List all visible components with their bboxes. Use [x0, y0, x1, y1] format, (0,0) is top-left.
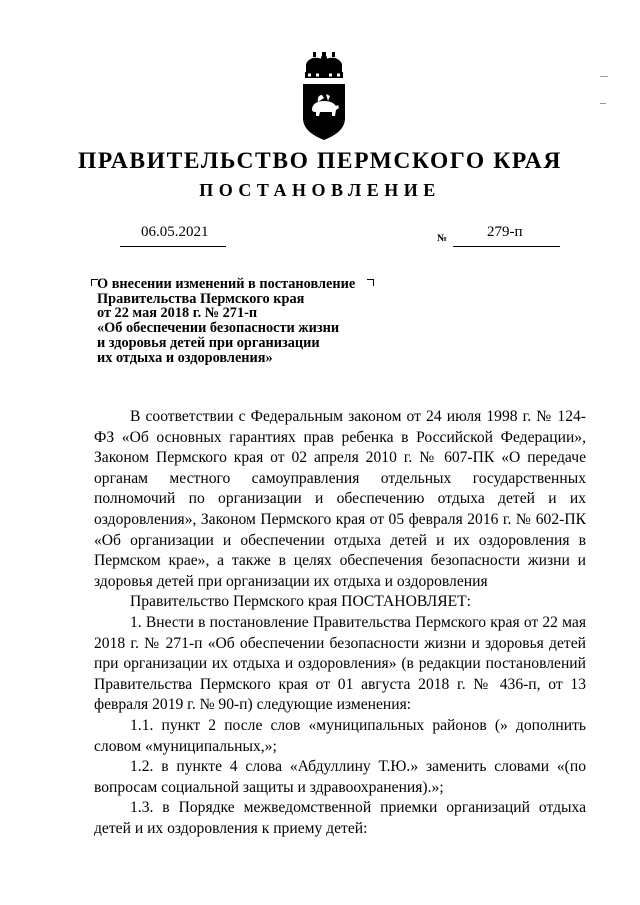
number-sign: № — [437, 233, 448, 244]
government-title: ПРАВИТЕЛЬСТВО ПЕРМСКОГО КРАЯ — [78, 148, 562, 174]
date-field — [120, 224, 226, 247]
document-number: 279-п — [487, 224, 523, 240]
subject-line: Правительства Пермского края — [97, 290, 305, 307]
subject-line: «Об обеспечении безопасности жизни — [97, 320, 340, 337]
paragraph-resolves: Правительство Пермского края ПОСТАНОВЛЯЕТ: — [130, 593, 471, 611]
subject-line: и здоровья детей при организации — [97, 334, 320, 351]
paragraph-item-1-3: 1.3. в Порядке межведомственной приемки организаций отдыха детей и их оздоровления к приему детей: — [94, 799, 586, 837]
scan-mark — [600, 76, 608, 77]
number-field — [453, 224, 560, 247]
subject-line: их отдыха и оздоровления» — [97, 349, 273, 366]
subject-line: О внесении изменений в постановление — [97, 276, 356, 292]
document-subject — [97, 277, 387, 365]
coat-of-arms-icon — [300, 52, 348, 140]
paragraph-item-1: 1. Внести в постановление Правительства Пермского края от 22 мая 2018 г. № 271-п «Об обеспечении безопасности жизни и здоровья детей при организации их отдыха и оздоровления» (в редакции постановлений Правительства Пермского края от 01 августа 2018 г. № 436-п, от 13 февраля 2019 г. № 90-п) следующие изменения: — [94, 613, 586, 714]
paragraph-preamble: В соответствии с Федеральным законом от 24 июля 1998 г. № 124-ФЗ «Об основных гарантиях прав ребенка в Российской Федерации», Законом Пермского края от 02 апреля 2010 г. № 607-ПК «О передаче органам местного самоуправления отдельных государственных полномочий по организации и обеспечению отдыха детей и их оздоровления», Законом Пермского края от 05 февраля 2016 г. № 602-ПК «Об организации и обеспечении отдыха детей и их оздоровления в Пермском крае», а также в целях обеспечения безопасности жизни и здоровья детей при организации их отдыха и оздоровления — [94, 408, 586, 590]
paragraph-item-1-2: 1.2. в пункте 4 слова «Абдуллину Т.Ю.» заменить словами «(по вопросам социальной защиты и здравоохранения).»; — [94, 758, 586, 796]
paragraph-item-1-1: 1.1. пункт 2 после слов «муниципальных районов (» дополнить словом «муниципальных,»; — [94, 716, 586, 755]
subject-line: от 22 мая 2018 г. № 271-п — [97, 305, 258, 322]
document-body — [94, 407, 586, 839]
scan-mark — [600, 103, 606, 104]
document-date: 06.05.2021 — [141, 224, 209, 240]
document-type: ПОСТАНОВЛЕНИЕ — [199, 180, 441, 200]
